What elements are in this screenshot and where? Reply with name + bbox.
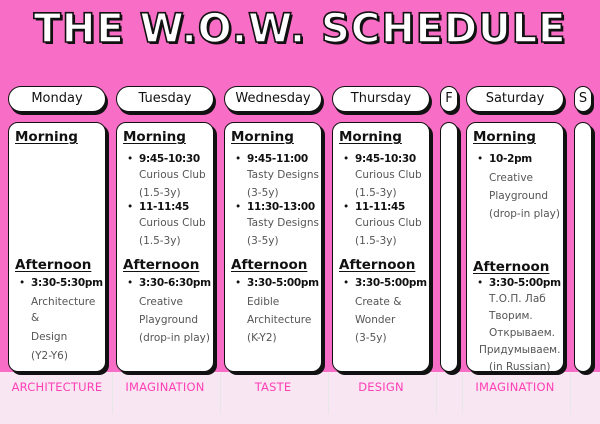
item-desc: Architecture & — [31, 296, 96, 324]
day-header-saturday: Saturday — [466, 86, 564, 112]
day-header-tuesday: Tuesday — [116, 86, 214, 112]
item-desc: (in Russian) — [489, 361, 551, 372]
schedule-item — [127, 199, 211, 249]
afternoon-label: Afternoon — [339, 257, 416, 273]
item-time: 3:30-5:30pm — [31, 277, 103, 289]
item-time: 3:30-6:30pm — [139, 277, 211, 289]
day-header-monday: Monday — [8, 86, 106, 112]
divider — [436, 372, 437, 414]
day-header-sunday: S — [574, 86, 592, 112]
schedule-item — [343, 199, 427, 249]
item-time: 9:45-10:30 — [355, 153, 416, 165]
theme-thursday: DESIGN — [358, 380, 404, 394]
day-header-friday: F — [440, 86, 458, 112]
item-desc: Tasty Designs — [247, 217, 319, 229]
schedule-item — [19, 275, 103, 364]
item-desc: (3-5y) — [355, 332, 387, 344]
column-monday — [8, 122, 106, 372]
theme-tuesday: IMAGINATION — [125, 380, 205, 394]
schedule-item — [343, 151, 427, 201]
bullet: • — [477, 277, 484, 289]
bullet: • — [235, 277, 242, 289]
afternoon-label: Afternoon — [473, 259, 550, 275]
column-sunday — [574, 122, 592, 372]
item-time: 11-11:45 — [355, 201, 405, 213]
item-desc: Творим. — [489, 310, 533, 322]
column-saturday — [466, 122, 564, 372]
item-desc: (K-Y2) — [247, 332, 277, 344]
item-desc: (3-5y) — [247, 187, 279, 199]
item-desc: Creative — [489, 172, 534, 184]
item-time: 3:30-5:00pm — [489, 277, 561, 289]
item-time: 10-2pm — [489, 153, 532, 165]
bullet: • — [343, 153, 350, 165]
item-desc: (1.5-3y) — [139, 235, 181, 247]
item-desc: Т.О.П. Лаб — [489, 293, 546, 305]
item-desc: Придумываем. — [479, 344, 561, 356]
item-desc: Edible — [247, 296, 280, 308]
afternoon-label: Afternoon — [231, 257, 308, 273]
day-header-thursday: Thursday — [332, 86, 430, 112]
item-desc: Curious Club — [355, 169, 422, 181]
day-header-wednesday: Wednesday — [224, 86, 322, 112]
item-desc: Wonder — [355, 314, 396, 326]
item-desc: Curious Club — [355, 217, 422, 229]
schedule-item — [477, 151, 561, 222]
item-desc: Architecture — [247, 314, 312, 326]
schedule-item — [127, 275, 211, 346]
bullet: • — [235, 153, 242, 165]
item-time: 9:45-10:30 — [139, 153, 200, 165]
item-desc: Design — [31, 331, 68, 343]
item-desc: (3-5y) — [247, 235, 279, 247]
item-desc: Curious Club — [139, 169, 206, 181]
item-desc: (drop-in play) — [139, 332, 210, 344]
schedule-item — [235, 151, 319, 201]
bullet: • — [127, 277, 134, 289]
column-wednesday — [224, 122, 322, 372]
item-time: 11-11:45 — [139, 201, 189, 213]
theme-saturday: IMAGINATION — [475, 380, 555, 394]
item-desc: Create & — [355, 296, 402, 308]
item-desc: Playground — [139, 314, 199, 326]
item-desc: (1.5-3y) — [355, 187, 397, 199]
afternoon-label: Afternoon — [123, 257, 200, 273]
item-desc: (drop-in play) — [489, 208, 560, 220]
bullet: • — [19, 277, 26, 289]
item-time: 9:45-11:00 — [247, 153, 308, 165]
item-desc: Creative — [139, 296, 184, 308]
item-time: 3:30-5:00pm — [355, 277, 427, 289]
item-time: 11:30-13:00 — [247, 201, 315, 213]
bullet: • — [477, 153, 484, 165]
item-desc: Curious Club — [139, 217, 206, 229]
morning-label: Morning — [231, 129, 294, 145]
bullet: • — [127, 153, 134, 165]
bullet: • — [343, 201, 350, 213]
item-desc: (1.5-3y) — [355, 235, 397, 247]
schedule-item — [235, 199, 319, 249]
item-desc: (1.5-3y) — [139, 187, 181, 199]
morning-label: Morning — [473, 129, 536, 145]
theme-wednesday: TASTE — [254, 380, 292, 394]
column-tuesday — [116, 122, 214, 372]
schedule-item — [477, 275, 561, 372]
schedule-item — [343, 275, 427, 346]
page-title: THE W.O.W. SCHEDULE — [33, 6, 567, 52]
item-time: 3:30-5:00pm — [247, 277, 319, 289]
morning-label: Morning — [339, 129, 402, 145]
bullet: • — [127, 201, 134, 213]
bullet: • — [343, 277, 350, 289]
morning-label: Morning — [123, 129, 186, 145]
item-desc: Открываем. — [489, 327, 556, 339]
item-desc: (Y2-Y6) — [31, 350, 68, 362]
item-desc: Tasty Designs — [247, 169, 319, 181]
bullet: • — [235, 201, 242, 213]
morning-label: Morning — [15, 129, 78, 145]
item-desc: Playground — [489, 190, 549, 202]
schedule-item — [235, 275, 319, 346]
schedule-item — [127, 151, 211, 201]
column-friday — [440, 122, 458, 372]
column-thursday — [332, 122, 430, 372]
divider — [570, 372, 571, 414]
theme-monday: ARCHITECTURE — [11, 380, 103, 394]
afternoon-label: Afternoon — [15, 257, 92, 273]
